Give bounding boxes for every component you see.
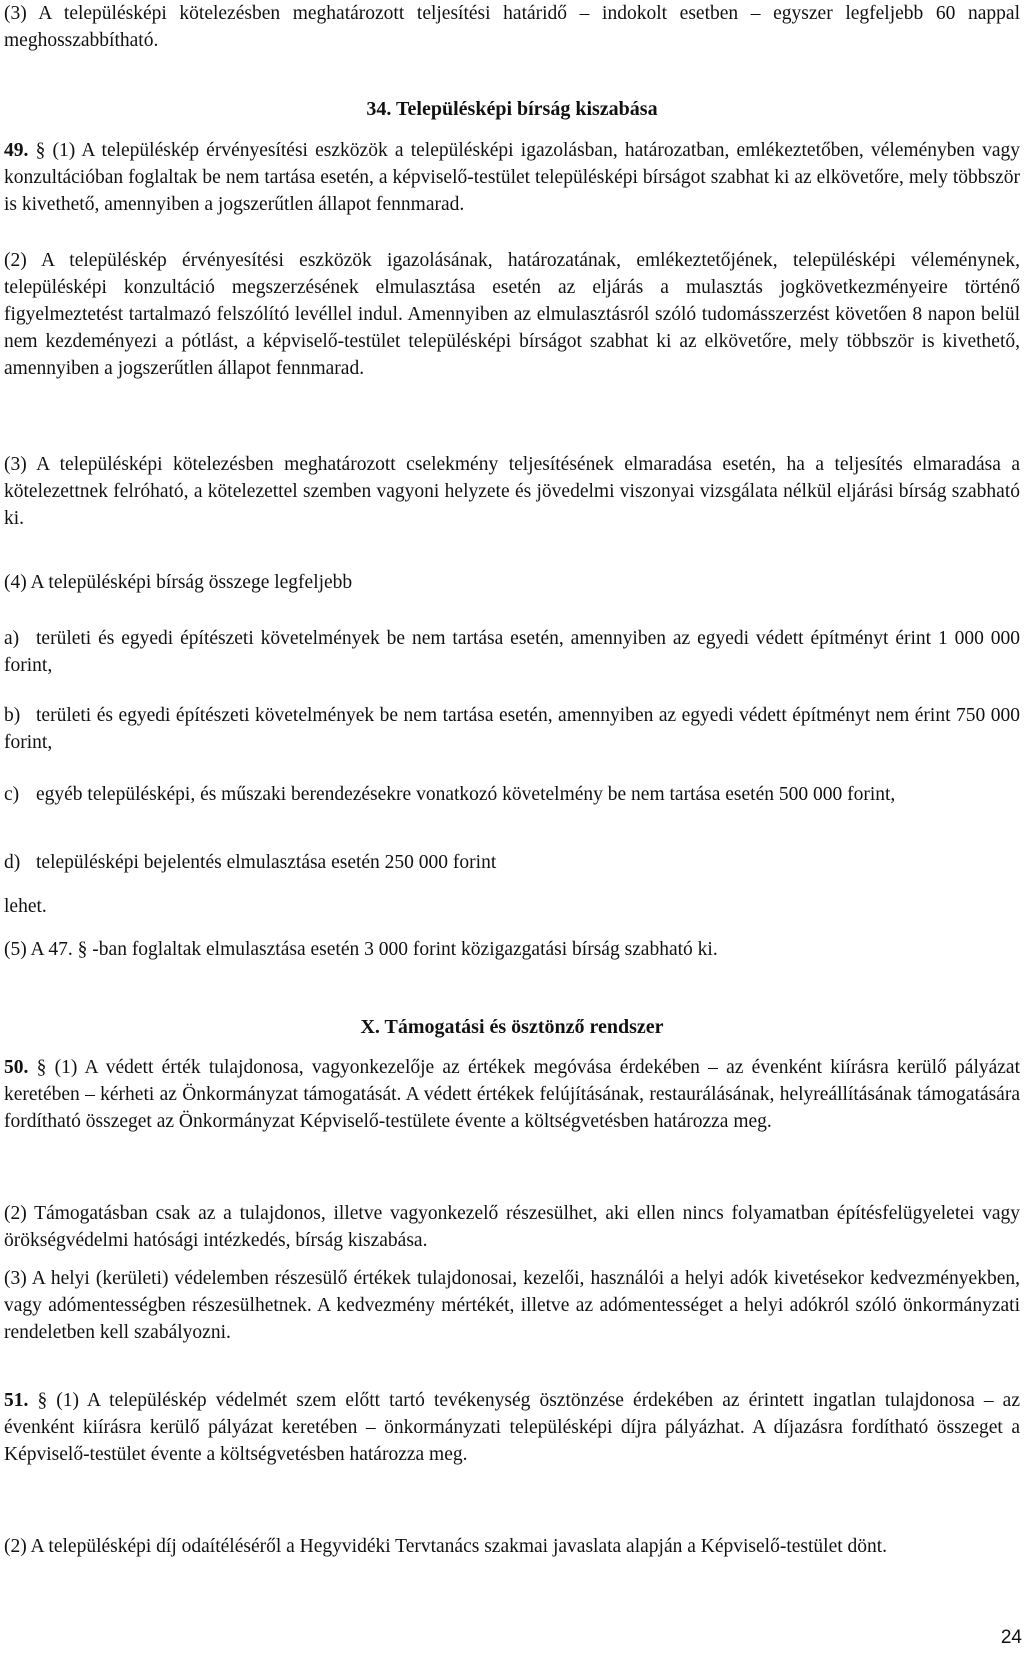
section-49-paragraph-4: (4) A településképi bírság összege legfeljebb <box>4 572 353 593</box>
list-item-text: egyéb településképi, és műszaki berendezésekre vonatkozó követelmény be nem tartása esetén 500 000 forint, <box>36 784 896 805</box>
paragraph-intro-3: (3) A településképi kötelezésben meghatározott teljesítési határidő – indokolt esetben – egyszer legfeljebb 60 nappal meghosszabbítható. <box>4 3 1020 51</box>
section-49-text-1: § (1) A településkép érvényesítési eszközök a településképi igazolásban, határozatban, emlékeztetőben, véleményben vagy konzultációban foglaltak be nem tartása esetén, a képviselő-testület településképi bírságot szabhat ki az elkövetőre, mely többször is kivethető, amennyiben a jogszerűtlen állapot fennmarad. <box>4 140 1021 215</box>
section-49-paragraph-3: (3) A településképi kötelezésben meghatározott cselekmény teljesítésének elmaradása esetén, ha a teljesítés elmaradása a kötelezettnek felróható, a kötelezettel szemben vagyoni helyzete és jövedelmi viszonyai vizsgálata nélkül eljárási bírság szabható ki. <box>4 454 1020 529</box>
list-item-text: településképi bejelentés elmulasztása esetén 250 000 forint <box>36 852 497 873</box>
list-item-a <box>4 625 1020 679</box>
list-item-letter: d) <box>4 852 21 873</box>
section-50-number: 50. <box>4 1057 29 1078</box>
section-49-paragraph-2: (2) A településkép érvényesítési eszközök igazolásának, határozatának, emlékeztetőjének, településképi véleménynek, településképi konzultáció megszerzésének elmulasztása esetén az eljárás a mulasztás jogkövetkezményeire történő figyelmeztetést tartalmazó felszólító levéllel indul. Amennyiben az elmulasztásról szóló tudomásszerzést követően 8 napon belül nem kezdeményezi a pótlást, a képviselő-testület településképi bírságot szabhat ki az elkövetőre, mely többször is kivethető, amennyiben a jogszerűtlen állapot fennmarad. <box>4 250 1020 379</box>
list-item-c <box>4 781 1020 808</box>
section-51-number: 51. <box>4 1390 29 1411</box>
section-51-text-1: § (1) A településkép védelmét szem előtt tartó tevékenység ösztönzése érdekében az érintett ingatlan tulajdonosa – az évenként kiírásra kerülő pályázat keretében – önkormányzati településképi díjra pályázhat. A díjazásra fordítható összeget a Képviselő-testület évente a költségvetésben határozza meg. <box>4 1390 1020 1465</box>
section-50-paragraph-3: (3) A helyi (kerületi) védelemben részesülő értékek tulajdonosai, kezelői, használói a helyi adók kivetésekor kedvezményekben, vagy adómentességben részesülhetnek. A kedvezmény mértékét, illetve az adómentességet a helyi adókról szóló önkormányzati rendeletben kell szabályozni. <box>4 1268 1020 1343</box>
list-item-text: területi és egyedi építészeti követelmények be nem tartása esetén, amennyiben az egyedi védett építményt nem érint 750 000 forint, <box>4 705 1020 753</box>
section-49-lehet: lehet. <box>4 896 47 917</box>
page-number: 24 <box>1000 1627 1022 1648</box>
section-51-paragraph-1 <box>4 1387 1020 1468</box>
heading-x: X. Támogatási és ösztönző rendszer <box>360 1016 664 1038</box>
section-50-text-1: § (1) A védett érték tulajdonosa, vagyonkezelője az értékek megóvása érdekében – az évenként kiírásra kerülő pályázat keretében – kérheti az Önkormányzat támogatását. A védett értékek felújításának, restaurálásának, helyreállításának támogatására fordítható összeget az Önkormányzat Képviselő-testülete évente a költségvetésben határozza meg. <box>4 1057 1020 1132</box>
section-51-paragraph-2: (2) A településképi díj odaítéléséről a Hegyvidéki Tervtanács szakmai javaslata alapján a Képviselő-testület dönt. <box>4 1536 888 1557</box>
section-49-paragraph-5: (5) A 47. § -ban foglaltak elmulasztása esetén 3 000 forint közigazgatási bírság szabható ki. <box>4 939 718 960</box>
section-50-paragraph-2: (2) Támogatásban csak az a tulajdonos, illetve vagyonkezelő részesülhet, aki ellen nincs folyamatban építésfelügyeletei vagy örökségvédelmi hatósági intézkedés, bírság kiszabása. <box>4 1203 1020 1251</box>
list-item-letter: c) <box>4 784 20 805</box>
section-49-paragraph-1 <box>4 137 1020 218</box>
list-item-text: területi és egyedi építészeti követelmények be nem tartása esetén, amennyiben az egyedi védett építményt érint 1 000 000 forint, <box>4 628 1020 676</box>
list-item-b <box>4 702 1020 756</box>
section-49-number: 49. <box>4 140 29 161</box>
list-item-letter: b) <box>4 705 21 726</box>
list-item-letter: a) <box>4 628 20 649</box>
heading-34: 34. Településképi bírság kiszabása <box>366 98 658 120</box>
list-item-d <box>4 849 1020 876</box>
section-50-paragraph-1 <box>4 1054 1020 1135</box>
